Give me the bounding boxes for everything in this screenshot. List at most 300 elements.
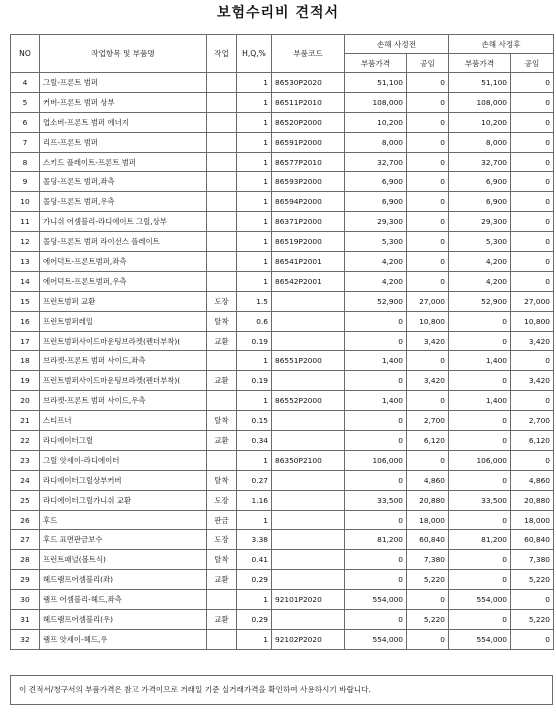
- cell-work-type: [207, 271, 237, 291]
- cell-before-part-price: 0: [345, 331, 407, 351]
- cell-before-labor: 0: [407, 132, 449, 152]
- cell-work-type: [207, 232, 237, 252]
- cell-after-labor: 0: [511, 172, 554, 192]
- table-row: [11, 431, 554, 451]
- cell-no: 32: [11, 629, 40, 649]
- cell-after-labor: 0: [511, 629, 554, 649]
- cell-before-part-price: 0: [345, 550, 407, 570]
- cell-after-labor: 0: [511, 252, 554, 272]
- cell-before-labor: 3,420: [407, 371, 449, 391]
- cell-after-labor: 60,840: [511, 530, 554, 550]
- cell-before-labor: 0: [407, 252, 449, 272]
- cell-item-name: 프런트패널(볼트식): [40, 550, 207, 570]
- cell-item-name: 에어덕트-프론트범퍼,좌측: [40, 252, 207, 272]
- cell-hq: 0.6: [237, 311, 272, 331]
- cell-after-labor: 0: [511, 450, 554, 470]
- cell-after-part-price: 0: [449, 470, 511, 490]
- cell-item-name: 브라켓-프론트 범퍼 사이드,좌측: [40, 351, 207, 371]
- table-row: [11, 450, 554, 470]
- cell-item-name: 후드: [40, 510, 207, 530]
- cell-part-code: 86577P2010: [272, 152, 345, 172]
- cell-part-code: 86541P2001: [272, 252, 345, 272]
- document-title: 보험수리비 견적서: [216, 5, 340, 21]
- cell-before-labor: 3,420: [407, 331, 449, 351]
- cell-item-name: 커버-프론트 범퍼 상부: [40, 92, 207, 112]
- cell-item-name: 라디에이터그릴가니쉬 교환: [40, 490, 207, 510]
- cell-hq: 1: [237, 112, 272, 132]
- header-hq: H,Q,%: [237, 35, 272, 73]
- cell-part-code: 86591P2000: [272, 132, 345, 152]
- table-row: [11, 371, 554, 391]
- cell-item-name: 스티프너: [40, 411, 207, 431]
- cell-work-type: [207, 73, 237, 93]
- cell-hq: 1: [237, 510, 272, 530]
- table-row: [11, 252, 554, 272]
- cell-after-part-price: 108,000: [449, 92, 511, 112]
- cell-part-code: 86551P2000: [272, 351, 345, 371]
- cell-before-labor: 5,220: [407, 610, 449, 630]
- table-row: [11, 152, 554, 172]
- cell-part-code: [272, 311, 345, 331]
- cell-after-part-price: 4,200: [449, 252, 511, 272]
- cell-no: 6: [11, 112, 40, 132]
- table-body: [11, 73, 554, 650]
- cell-part-code: 92102P2020: [272, 629, 345, 649]
- cell-before-part-price: 10,200: [345, 112, 407, 132]
- cell-work-type: 탈착: [207, 411, 237, 431]
- cell-after-labor: 4,860: [511, 470, 554, 490]
- cell-no: 12: [11, 232, 40, 252]
- cell-work-type: 탈착: [207, 550, 237, 570]
- cell-after-labor: 0: [511, 192, 554, 212]
- table-row: [11, 550, 554, 570]
- cell-work-type: 탈착: [207, 311, 237, 331]
- cell-before-labor: 0: [407, 92, 449, 112]
- cell-no: 28: [11, 550, 40, 570]
- cell-item-name: 그릴 앗세이-라디에이터: [40, 450, 207, 470]
- header-part-code: 부품코드: [272, 35, 345, 73]
- cell-before-part-price: 0: [345, 570, 407, 590]
- cell-hq: 0.19: [237, 371, 272, 391]
- cell-after-labor: 20,880: [511, 490, 554, 510]
- cell-after-part-price: 0: [449, 371, 511, 391]
- cell-work-type: [207, 152, 237, 172]
- cell-hq: 1: [237, 351, 272, 371]
- cell-before-labor: 0: [407, 450, 449, 470]
- cell-no: 21: [11, 411, 40, 431]
- cell-after-part-price: 1,400: [449, 351, 511, 371]
- cell-item-name: 램프 어셈블리-헤드,좌측: [40, 590, 207, 610]
- table-row: [11, 610, 554, 630]
- cell-item-name: 헤드램프어셈블리(우): [40, 610, 207, 630]
- cell-no: 23: [11, 450, 40, 470]
- cell-work-type: [207, 92, 237, 112]
- cell-item-name: 몰딩-프론트 범퍼,우측: [40, 192, 207, 212]
- cell-item-name: 램프 앗세이-헤드,우: [40, 629, 207, 649]
- cell-item-name: 브라켓-프론트 범퍼 사이드,우측: [40, 391, 207, 411]
- cell-after-labor: 10,800: [511, 311, 554, 331]
- cell-no: 19: [11, 371, 40, 391]
- header-no: NO: [11, 35, 40, 73]
- cell-work-type: [207, 351, 237, 371]
- cell-hq: 1: [237, 590, 272, 610]
- cell-part-code: 92101P2020: [272, 590, 345, 610]
- cell-hq: 3.38: [237, 530, 272, 550]
- cell-before-labor: 4,860: [407, 470, 449, 490]
- table-row: [11, 232, 554, 252]
- cell-item-name: 후드 표면판금보수: [40, 530, 207, 550]
- cell-after-part-price: 5,300: [449, 232, 511, 252]
- cell-hq: 1: [237, 132, 272, 152]
- cell-before-part-price: 554,000: [345, 590, 407, 610]
- cell-before-labor: 20,880: [407, 490, 449, 510]
- cell-after-part-price: 0: [449, 331, 511, 351]
- cell-after-part-price: 0: [449, 510, 511, 530]
- cell-before-labor: 0: [407, 112, 449, 132]
- cell-item-name: 프런트범퍼사이드마운팅브라켓(펜더부착)(: [40, 371, 207, 391]
- table-row: [11, 411, 554, 431]
- cell-before-part-price: 8,000: [345, 132, 407, 152]
- cell-no: 26: [11, 510, 40, 530]
- header-work: 작업: [207, 35, 237, 73]
- cell-part-code: [272, 291, 345, 311]
- cell-after-part-price: 32,700: [449, 152, 511, 172]
- cell-part-code: 86520P2000: [272, 112, 345, 132]
- cell-after-labor: 0: [511, 351, 554, 371]
- table-row: [11, 311, 554, 331]
- cell-work-type: [207, 192, 237, 212]
- cell-no: 24: [11, 470, 40, 490]
- cell-work-type: [207, 132, 237, 152]
- cell-after-labor: 0: [511, 590, 554, 610]
- cell-part-code: 86350P2100: [272, 450, 345, 470]
- cell-before-part-price: 29,300: [345, 212, 407, 232]
- cell-hq: 1: [237, 73, 272, 93]
- cell-after-part-price: 52,900: [449, 291, 511, 311]
- table-header: [11, 35, 554, 73]
- cell-after-part-price: 106,000: [449, 450, 511, 470]
- cell-after-part-price: 0: [449, 550, 511, 570]
- cell-hq: 0.34: [237, 431, 272, 451]
- cell-before-part-price: 1,400: [345, 351, 407, 371]
- cell-before-part-price: 0: [345, 610, 407, 630]
- cell-after-labor: 3,420: [511, 331, 554, 351]
- cell-no: 31: [11, 610, 40, 630]
- header-after-assessment: 손해 사정후: [449, 35, 554, 54]
- cell-after-part-price: 6,900: [449, 192, 511, 212]
- cell-no: 25: [11, 490, 40, 510]
- cell-hq: 1: [237, 450, 272, 470]
- cell-work-type: 도장: [207, 490, 237, 510]
- cell-part-code: 86552P2000: [272, 391, 345, 411]
- cell-item-name: 업소버-프론트 범퍼 에너지: [40, 112, 207, 132]
- cell-after-part-price: 81,200: [449, 530, 511, 550]
- cell-part-code: 86519P2000: [272, 232, 345, 252]
- cell-before-labor: 27,000: [407, 291, 449, 311]
- cell-before-labor: 0: [407, 351, 449, 371]
- cell-after-labor: 0: [511, 212, 554, 232]
- cell-part-code: [272, 331, 345, 351]
- cell-no: 5: [11, 92, 40, 112]
- cell-hq: 0.41: [237, 550, 272, 570]
- cell-item-name: 헤드램프어셈블리(좌): [40, 570, 207, 590]
- cell-after-part-price: 10,200: [449, 112, 511, 132]
- cell-before-part-price: 81,200: [345, 530, 407, 550]
- cell-before-part-price: 106,000: [345, 450, 407, 470]
- cell-part-code: 86593P2000: [272, 172, 345, 192]
- cell-after-labor: 0: [511, 152, 554, 172]
- cell-after-part-price: 1,400: [449, 391, 511, 411]
- cell-before-part-price: 6,900: [345, 172, 407, 192]
- table-row: [11, 629, 554, 649]
- cell-before-part-price: 554,000: [345, 629, 407, 649]
- cell-no: 27: [11, 530, 40, 550]
- cell-hq: 0.15: [237, 411, 272, 431]
- cell-hq: 0.27: [237, 470, 272, 490]
- cell-hq: 0.19: [237, 331, 272, 351]
- cell-after-labor: 5,220: [511, 610, 554, 630]
- table-row: [11, 73, 554, 93]
- cell-work-type: 교환: [207, 570, 237, 590]
- cell-item-name: 스키드 플레이트-프론트 범퍼: [40, 152, 207, 172]
- cell-part-code: 86542P2001: [272, 271, 345, 291]
- cell-before-labor: 0: [407, 271, 449, 291]
- cell-no: 8: [11, 152, 40, 172]
- cell-part-code: [272, 570, 345, 590]
- cell-no: 9: [11, 172, 40, 192]
- cell-after-labor: 0: [511, 271, 554, 291]
- estimate-table: [10, 34, 554, 650]
- table-row: [11, 192, 554, 212]
- cell-after-part-price: 0: [449, 311, 511, 331]
- cell-before-part-price: 4,200: [345, 252, 407, 272]
- cell-item-name: 그릴-프론트 범퍼: [40, 73, 207, 93]
- cell-item-name: 프런트범퍼 교환: [40, 291, 207, 311]
- cell-part-code: [272, 550, 345, 570]
- table-row: [11, 112, 554, 132]
- table-row: [11, 490, 554, 510]
- header-before-part-price: 부품가격: [345, 54, 407, 73]
- cell-hq: 1: [237, 212, 272, 232]
- cell-item-name: 몰딩-프론트 범퍼 라이선스 플레이트: [40, 232, 207, 252]
- cell-hq: 1: [237, 391, 272, 411]
- cell-part-code: 86511P2010: [272, 92, 345, 112]
- cell-before-labor: 0: [407, 590, 449, 610]
- cell-after-labor: 0: [511, 391, 554, 411]
- cell-after-labor: 3,420: [511, 371, 554, 391]
- cell-hq: 0.29: [237, 570, 272, 590]
- cell-work-type: 판금: [207, 510, 237, 530]
- cell-before-labor: 0: [407, 172, 449, 192]
- cell-work-type: [207, 450, 237, 470]
- cell-after-labor: 5,220: [511, 570, 554, 590]
- cell-before-labor: 0: [407, 232, 449, 252]
- cell-part-code: 86530P2020: [272, 73, 345, 93]
- cell-item-name: 라디에이터그릴: [40, 431, 207, 451]
- cell-after-part-price: 8,000: [449, 132, 511, 152]
- cell-hq: 1: [237, 152, 272, 172]
- cell-work-type: 교환: [207, 610, 237, 630]
- cell-hq: 1: [237, 629, 272, 649]
- cell-before-labor: 7,380: [407, 550, 449, 570]
- cell-hq: 1: [237, 271, 272, 291]
- cell-after-part-price: 0: [449, 610, 511, 630]
- cell-before-part-price: 5,300: [345, 232, 407, 252]
- cell-before-part-price: 1,400: [345, 391, 407, 411]
- cell-work-type: [207, 172, 237, 192]
- cell-hq: 1: [237, 92, 272, 112]
- cell-after-labor: 6,120: [511, 431, 554, 451]
- footer-note: 이 견적서/청구서의 부품가격은 참고 가격이므로 거래일 기준 실거래가격을 확인하여 사용하시기 바랍니다.: [10, 675, 553, 705]
- cell-work-type: 교환: [207, 331, 237, 351]
- cell-part-code: [272, 411, 345, 431]
- cell-no: 30: [11, 590, 40, 610]
- cell-before-part-price: 0: [345, 371, 407, 391]
- cell-item-name: 프런트범퍼사이드마운팅브라켓(펜더부착)(: [40, 331, 207, 351]
- cell-hq: 1: [237, 232, 272, 252]
- cell-no: 20: [11, 391, 40, 411]
- cell-part-code: [272, 510, 345, 530]
- cell-before-labor: 0: [407, 391, 449, 411]
- cell-before-labor: 2,700: [407, 411, 449, 431]
- cell-no: 22: [11, 431, 40, 451]
- cell-item-name: 라디에이터그릴상부커버: [40, 470, 207, 490]
- cell-no: 13: [11, 252, 40, 272]
- cell-before-labor: 0: [407, 152, 449, 172]
- cell-after-labor: 0: [511, 73, 554, 93]
- cell-after-part-price: 6,900: [449, 172, 511, 192]
- cell-no: 7: [11, 132, 40, 152]
- cell-work-type: [207, 590, 237, 610]
- cell-hq: 1.5: [237, 291, 272, 311]
- cell-part-code: [272, 371, 345, 391]
- cell-after-labor: 0: [511, 112, 554, 132]
- cell-before-part-price: 33,500: [345, 490, 407, 510]
- cell-before-part-price: 108,000: [345, 92, 407, 112]
- cell-work-type: [207, 391, 237, 411]
- cell-after-part-price: 51,100: [449, 73, 511, 93]
- cell-before-part-price: 0: [345, 470, 407, 490]
- cell-after-part-price: 554,000: [449, 629, 511, 649]
- cell-after-labor: 7,380: [511, 550, 554, 570]
- cell-work-type: 도장: [207, 291, 237, 311]
- cell-before-labor: 6,120: [407, 431, 449, 451]
- cell-after-labor: 18,000: [511, 510, 554, 530]
- cell-hq: 1.16: [237, 490, 272, 510]
- header-after-part-price: 부품가격: [449, 54, 511, 73]
- header-before-assessment: 손해 사정전: [345, 35, 449, 54]
- table-row: [11, 391, 554, 411]
- header-after-labor: 공임: [511, 54, 554, 73]
- cell-before-part-price: 0: [345, 311, 407, 331]
- cell-after-labor: 2,700: [511, 411, 554, 431]
- cell-no: 4: [11, 73, 40, 93]
- cell-item-name: 프런트범퍼레일: [40, 311, 207, 331]
- cell-after-part-price: 29,300: [449, 212, 511, 232]
- cell-after-labor: 0: [511, 92, 554, 112]
- cell-after-part-price: 33,500: [449, 490, 511, 510]
- table-row: [11, 351, 554, 371]
- cell-hq: 1: [237, 192, 272, 212]
- cell-no: 18: [11, 351, 40, 371]
- cell-before-part-price: 0: [345, 510, 407, 530]
- table-row: [11, 291, 554, 311]
- table-row: [11, 510, 554, 530]
- cell-work-type: [207, 212, 237, 232]
- cell-work-type: [207, 112, 237, 132]
- cell-before-labor: 10,800: [407, 311, 449, 331]
- table-row: [11, 271, 554, 291]
- table-row: [11, 212, 554, 232]
- table-row: [11, 530, 554, 550]
- cell-no: 14: [11, 271, 40, 291]
- cell-no: 29: [11, 570, 40, 590]
- cell-before-labor: 0: [407, 73, 449, 93]
- cell-part-code: [272, 490, 345, 510]
- cell-item-name: 몰딩-프론트 범퍼,좌측: [40, 172, 207, 192]
- cell-hq: 1: [237, 172, 272, 192]
- cell-before-labor: 18,000: [407, 510, 449, 530]
- cell-no: 10: [11, 192, 40, 212]
- cell-work-type: 도장: [207, 530, 237, 550]
- cell-work-type: 교환: [207, 431, 237, 451]
- cell-after-labor: 27,000: [511, 291, 554, 311]
- cell-after-part-price: 0: [449, 411, 511, 431]
- cell-part-code: 86594P2000: [272, 192, 345, 212]
- cell-work-type: 교환: [207, 371, 237, 391]
- cell-before-labor: 0: [407, 212, 449, 232]
- cell-before-part-price: 32,700: [345, 152, 407, 172]
- cell-before-labor: 0: [407, 192, 449, 212]
- cell-work-type: 탈착: [207, 470, 237, 490]
- header-before-labor: 공임: [407, 54, 449, 73]
- cell-no: 16: [11, 311, 40, 331]
- cell-after-part-price: 4,200: [449, 271, 511, 291]
- cell-before-labor: 0: [407, 629, 449, 649]
- table-row: [11, 92, 554, 112]
- cell-part-code: 86371P2000: [272, 212, 345, 232]
- cell-item-name: 가니쉬 어셈블리-라디에이트 그릴,상부: [40, 212, 207, 232]
- cell-part-code: [272, 431, 345, 451]
- cell-after-part-price: 0: [449, 570, 511, 590]
- table-row: [11, 590, 554, 610]
- cell-after-part-price: 554,000: [449, 590, 511, 610]
- cell-before-part-price: 51,100: [345, 73, 407, 93]
- cell-before-part-price: 4,200: [345, 271, 407, 291]
- cell-work-type: [207, 252, 237, 272]
- cell-item-name: 에어덕트-프론트범퍼,우측: [40, 271, 207, 291]
- table-row: [11, 470, 554, 490]
- cell-before-labor: 60,840: [407, 530, 449, 550]
- cell-no: 11: [11, 212, 40, 232]
- cell-no: 15: [11, 291, 40, 311]
- cell-hq: 1: [237, 252, 272, 272]
- table-row: [11, 172, 554, 192]
- cell-hq: 0.29: [237, 610, 272, 630]
- cell-after-labor: 0: [511, 132, 554, 152]
- cell-part-code: [272, 610, 345, 630]
- cell-before-part-price: 0: [345, 411, 407, 431]
- cell-after-labor: 0: [511, 232, 554, 252]
- cell-after-part-price: 0: [449, 431, 511, 451]
- header-item: 작업항목 및 부품명: [40, 35, 207, 73]
- cell-part-code: [272, 530, 345, 550]
- cell-work-type: [207, 629, 237, 649]
- cell-part-code: [272, 470, 345, 490]
- cell-before-part-price: 0: [345, 431, 407, 451]
- cell-before-labor: 5,220: [407, 570, 449, 590]
- cell-before-part-price: 6,900: [345, 192, 407, 212]
